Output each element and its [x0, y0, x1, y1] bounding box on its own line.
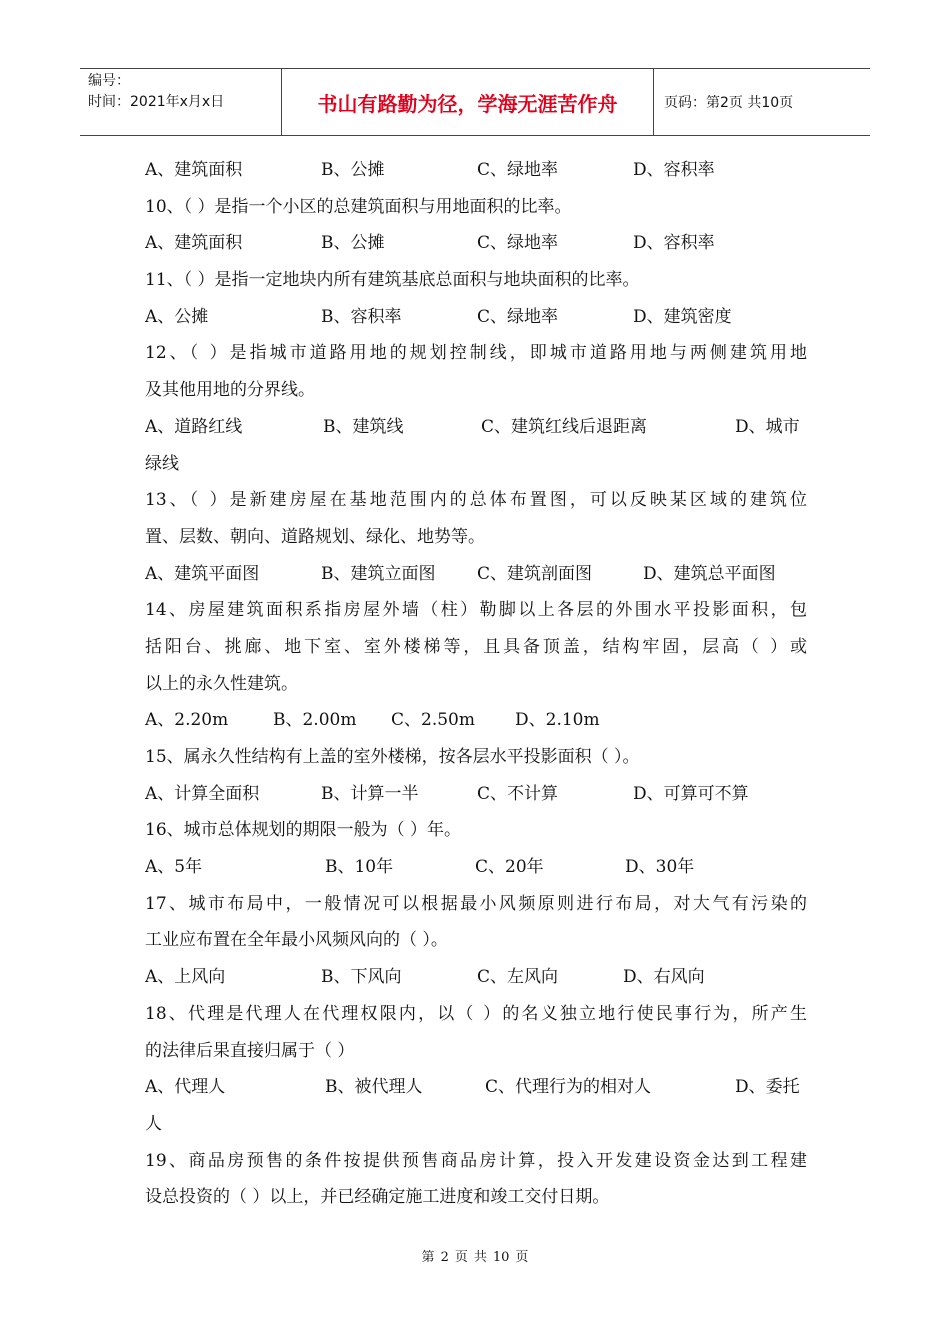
answer-option: C、建筑剖面图 — [477, 563, 593, 584]
answer-option: C、不计算 — [477, 783, 559, 804]
answer-option: B、计算一半 — [321, 783, 419, 804]
answer-options-row — [145, 1069, 807, 1106]
footer-total-pages: 10 — [492, 1250, 510, 1265]
answer-options-row — [145, 959, 807, 996]
answer-option: C、绿地率 — [477, 160, 559, 180]
answer-option: A、建筑面积 — [145, 160, 243, 180]
answer-option: B、容积率 — [321, 306, 402, 327]
answer-option: D、2.10m — [515, 710, 600, 731]
answer-option: C、代理行为的相对人 — [485, 1077, 652, 1098]
answer-option: B、建筑立面图 — [321, 563, 436, 584]
answer-option: D、城市 — [735, 416, 800, 437]
answer-option: A、计算全面积 — [145, 783, 260, 804]
question-text-line: 人 — [145, 1113, 162, 1134]
question-text-line: 以上的永久性建筑。 — [145, 673, 298, 694]
page-header — [80, 68, 870, 136]
question-text-line: 11、（ ）是指一定地块内所有建筑基底总面积与地块面积的比率。 — [145, 270, 640, 291]
question-text-line: 16、城市总体规划的期限一般为（ ）年。 — [145, 820, 462, 841]
header-meta — [80, 69, 282, 135]
question-text-line: 13、（ ）是新建房屋在基地范围内的总体布置图，可以反映某区域的建筑位 — [145, 490, 807, 511]
answer-option: C、20年 — [475, 857, 544, 878]
footer-part: 页 — [454, 1250, 468, 1265]
question-text-line: 12、（ ）是指城市道路用地的规划控制线，即城市道路用地与两侧建筑用地 — [145, 343, 807, 364]
footer-current-page: 2 — [440, 1250, 449, 1265]
answer-option: A、上风向 — [145, 967, 226, 988]
footer-part: 第 — [421, 1250, 435, 1265]
answer-option: B、2.00m — [273, 710, 357, 731]
document-number-label: 编号： — [88, 73, 130, 89]
answer-option: B、被代理人 — [325, 1077, 423, 1098]
answer-option: A、5年 — [145, 857, 203, 878]
answer-option: D、容积率 — [633, 160, 715, 180]
question-text-line: 工业应布置在全年最小风频风向的（ ）。 — [145, 930, 448, 951]
answer-option: B、公摊 — [321, 160, 385, 180]
question-text-line: 及其他用地的分界线。 — [145, 380, 315, 401]
answer-options-row — [145, 409, 807, 446]
answer-option: C、建筑红线后退距离 — [481, 416, 648, 437]
question-text-line: 的法律后果直接归属于（ ） — [145, 1040, 355, 1061]
answer-option: A、建筑平面图 — [145, 563, 260, 584]
header-motto: 书山有路勤为径，学海无涯苦作舟 — [317, 91, 618, 116]
answer-option: D、建筑总平面图 — [643, 563, 776, 584]
header-motto-cell — [282, 69, 654, 135]
answer-option: B、10年 — [325, 857, 394, 878]
header-page-number: 页码：第2页 共10页 — [664, 95, 794, 111]
answer-option: B、下风向 — [321, 967, 402, 988]
answer-options-row — [145, 556, 807, 593]
answer-option: A、道路红线 — [145, 416, 243, 437]
question-text-line: 14、房屋建筑面积系指房屋外墙（柱）勒脚以上各层的外围水平投影面积，包 — [145, 600, 807, 621]
question-text-line: 10、（ ）是指一个小区的总建筑面积与用地面积的比率。 — [145, 196, 572, 217]
answer-option: D、委托 — [735, 1077, 800, 1098]
answer-option: D、30年 — [625, 857, 695, 878]
answer-options-row — [145, 702, 807, 739]
answer-option: D、可算可不算 — [633, 783, 749, 804]
question-text-line: 15、属永久性结构有上盖的室外楼梯，按各层水平投影面积（ ）。 — [145, 747, 640, 767]
answer-options-row — [145, 849, 807, 886]
question-text-line: 19、商品房预售的条件按提供预售商品房计算，投入开发建设资金达到工程建 — [145, 1150, 807, 1171]
answer-option: C、绿地率 — [477, 306, 559, 327]
question-text-line: 17、城市布局中，一般情况可以根据最小风频原则进行布局，对大气有污染的 — [145, 893, 807, 914]
header-page-cell — [654, 69, 870, 135]
question-text-line: 18、代理是代理人在代理权限内，以（ ）的名义独立地行使民事行为，所产生 — [145, 1003, 807, 1024]
answer-option: D、容积率 — [633, 233, 715, 254]
answer-options-row — [145, 152, 807, 189]
answer-option: B、公摊 — [321, 233, 385, 254]
question-list — [145, 152, 807, 1216]
answer-option: D、建筑密度 — [633, 306, 732, 327]
answer-options-row — [145, 225, 807, 262]
answer-option: C、2.50m — [391, 710, 475, 731]
question-text-line: 绿线 — [145, 453, 179, 474]
answer-option: C、绿地率 — [477, 233, 559, 254]
answer-option: A、2.20m — [145, 710, 229, 731]
page-footer — [0, 1246, 950, 1265]
answer-options-row — [145, 776, 807, 813]
question-text-line: 设总投资的（ ）以上，并已经确定施工进度和竣工交付日期。 — [145, 1187, 610, 1208]
answer-option: D、右风向 — [623, 967, 705, 988]
question-text-line: 括阳台、挑廊、地下室、室外楼梯等，且具备顶盖，结构牢固，层高（ ）或 — [145, 636, 807, 657]
answer-option: C、左风向 — [477, 967, 559, 988]
answer-option: A、公摊 — [145, 306, 209, 327]
footer-part: 页 — [515, 1250, 529, 1265]
document-time-label: 时间：2021年x月x日 — [88, 94, 225, 110]
footer-part: 共 — [473, 1250, 487, 1265]
answer-option: A、建筑面积 — [145, 233, 243, 254]
answer-options-row — [145, 299, 807, 336]
question-text-line: 置、层数、朝向、道路规划、绿化、地势等。 — [145, 526, 485, 547]
answer-option: B、建筑线 — [323, 416, 404, 437]
answer-option: A、代理人 — [145, 1077, 226, 1098]
